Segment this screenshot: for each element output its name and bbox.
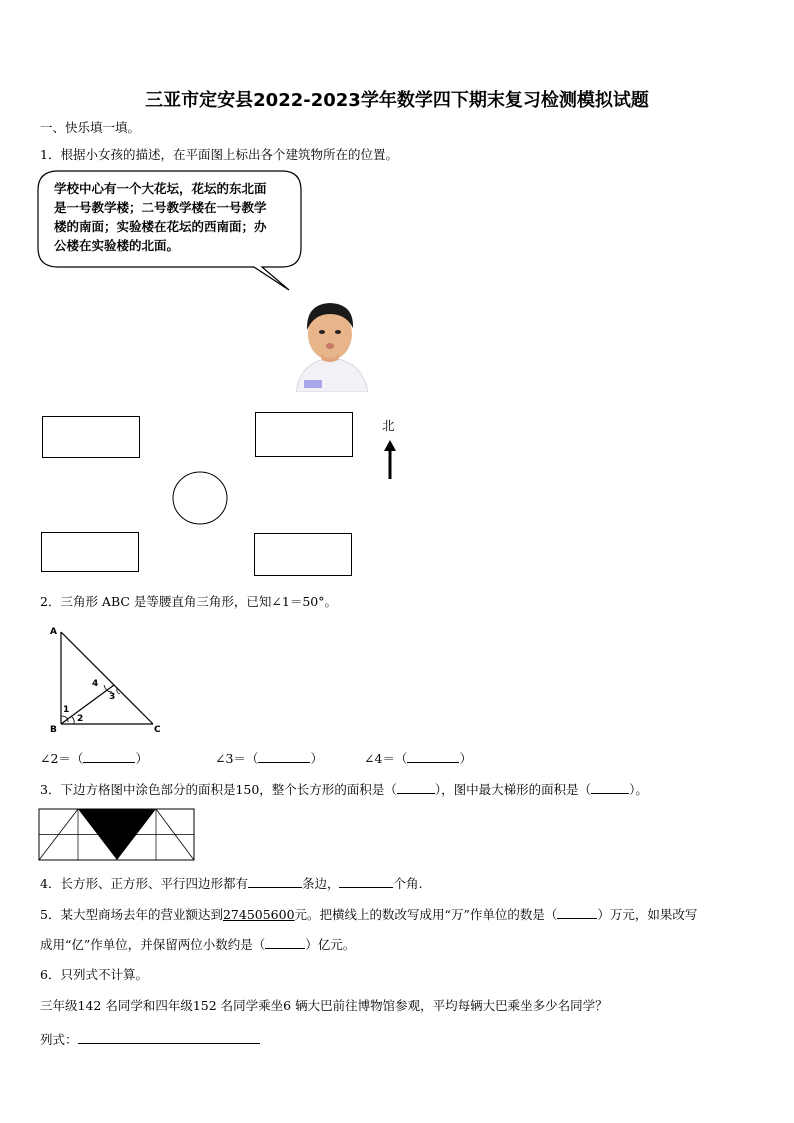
wan-blank[interactable]: [557, 905, 597, 919]
speech-text: [54, 179, 267, 255]
question-5-part1: 5．某大型商场去年的营业额达到: [40, 907, 223, 922]
building-box-northeast[interactable]: [255, 412, 353, 457]
question-3-part1: 3．下边方格图中涂色部分的面积是150，整个长方形的面积是（: [40, 782, 397, 797]
edges-blank[interactable]: [248, 874, 302, 888]
angle-3-answer: [215, 749, 323, 767]
yi-blank[interactable]: [265, 935, 305, 949]
vertex-c-label: C: [154, 725, 161, 735]
question-4-text: [40, 874, 422, 892]
angle-2-answer: [40, 749, 148, 767]
question-3-part2: ），图中最大梯形的面积是（: [434, 782, 592, 797]
building-box-northwest[interactable]: [42, 416, 140, 458]
question-4-part2: 条边，: [301, 876, 340, 891]
angle-3-close: ）: [310, 751, 323, 766]
question-5-part3: ）万元，如果改写: [597, 907, 698, 922]
north-label: 北: [382, 418, 395, 433]
speech-line-3: 楼的南面；实验楼在花坛的西南面；办: [54, 219, 267, 234]
angle-2-label: 2: [77, 714, 84, 724]
speech-line-2: 是一号教学楼；二号教学楼在一号教学: [54, 200, 267, 215]
rectangle-area-blank[interactable]: [397, 780, 435, 794]
question-6-text: 6．只列式不计算。: [40, 967, 148, 982]
question-3-text: [40, 780, 648, 798]
north-arrow-icon: [382, 440, 398, 480]
section-heading: 一、快乐填一填。: [40, 120, 141, 135]
triangle-figure: [44, 622, 169, 738]
speech-line-4: 公楼在实验楼的北面。: [54, 238, 180, 253]
vertex-a-label: A: [50, 627, 57, 637]
formula-line: [40, 1030, 260, 1048]
revenue-number: 274505600: [222, 907, 295, 922]
question-3-part3: ）。: [629, 782, 648, 797]
page-title: 三亚市定安县2022-2023学年数学四下期末复习检测模拟试题: [145, 90, 649, 111]
formula-blank[interactable]: [78, 1030, 260, 1044]
question-5-line2b: ）亿元。: [305, 937, 356, 952]
angle-2-prefix: ∠2＝（: [40, 751, 84, 766]
angle-3-blank[interactable]: [258, 749, 310, 763]
angle-4-close: ）: [459, 751, 472, 766]
angle-3-prefix: ∠3＝（: [215, 751, 259, 766]
question-4-part1: 4．长方形、正方形、平行四边形都有: [40, 876, 248, 891]
building-box-southwest[interactable]: [41, 532, 139, 572]
question-2-text: 2．三角形 ABC 是等腰直角三角形，已知∠1＝50°。: [40, 594, 337, 609]
question-5-line-1: [40, 905, 697, 923]
question-5-part2: 元。把横线上的数改写成用“万”作单位的数是（: [294, 907, 558, 922]
formula-label: 列式：: [40, 1032, 78, 1047]
question-4-part3: 个角.: [393, 876, 423, 891]
question-5-line2a: 成用“亿”作单位，并保留两位小数约是（: [40, 937, 266, 952]
angle-2-close: ）: [135, 751, 148, 766]
speech-line-1: 学校中心有一个大花坛，花坛的东北面: [54, 181, 267, 196]
flower-bed-circle: [171, 470, 229, 526]
angle-4-blank[interactable]: [407, 749, 459, 763]
trapezoid-area-blank[interactable]: [591, 780, 629, 794]
angles-blank[interactable]: [339, 874, 393, 888]
girl-illustration: [290, 300, 370, 392]
angle-2-blank[interactable]: [83, 749, 135, 763]
vertex-b-label: B: [50, 725, 57, 735]
angle-4-answer: [364, 749, 472, 767]
building-box-southeast[interactable]: [254, 533, 352, 576]
angle-4-label: 4: [92, 679, 99, 689]
angle-4-prefix: ∠4＝（: [364, 751, 408, 766]
question-6-problem: 三年级142 名同学和四年级152 名同学乘坐6 辆大巴前往博物馆参观，平均每辆大巴乘坐多少名同学？: [40, 998, 608, 1013]
angle-3-label: 3: [109, 692, 116, 702]
question-1-text: 1．根据小女孩的描述，在平面图上标出各个建筑物所在的位置。: [40, 147, 398, 162]
question-5-line-2: [40, 935, 355, 953]
grid-figure: [38, 808, 196, 862]
angle-1-label: 1: [63, 705, 70, 715]
